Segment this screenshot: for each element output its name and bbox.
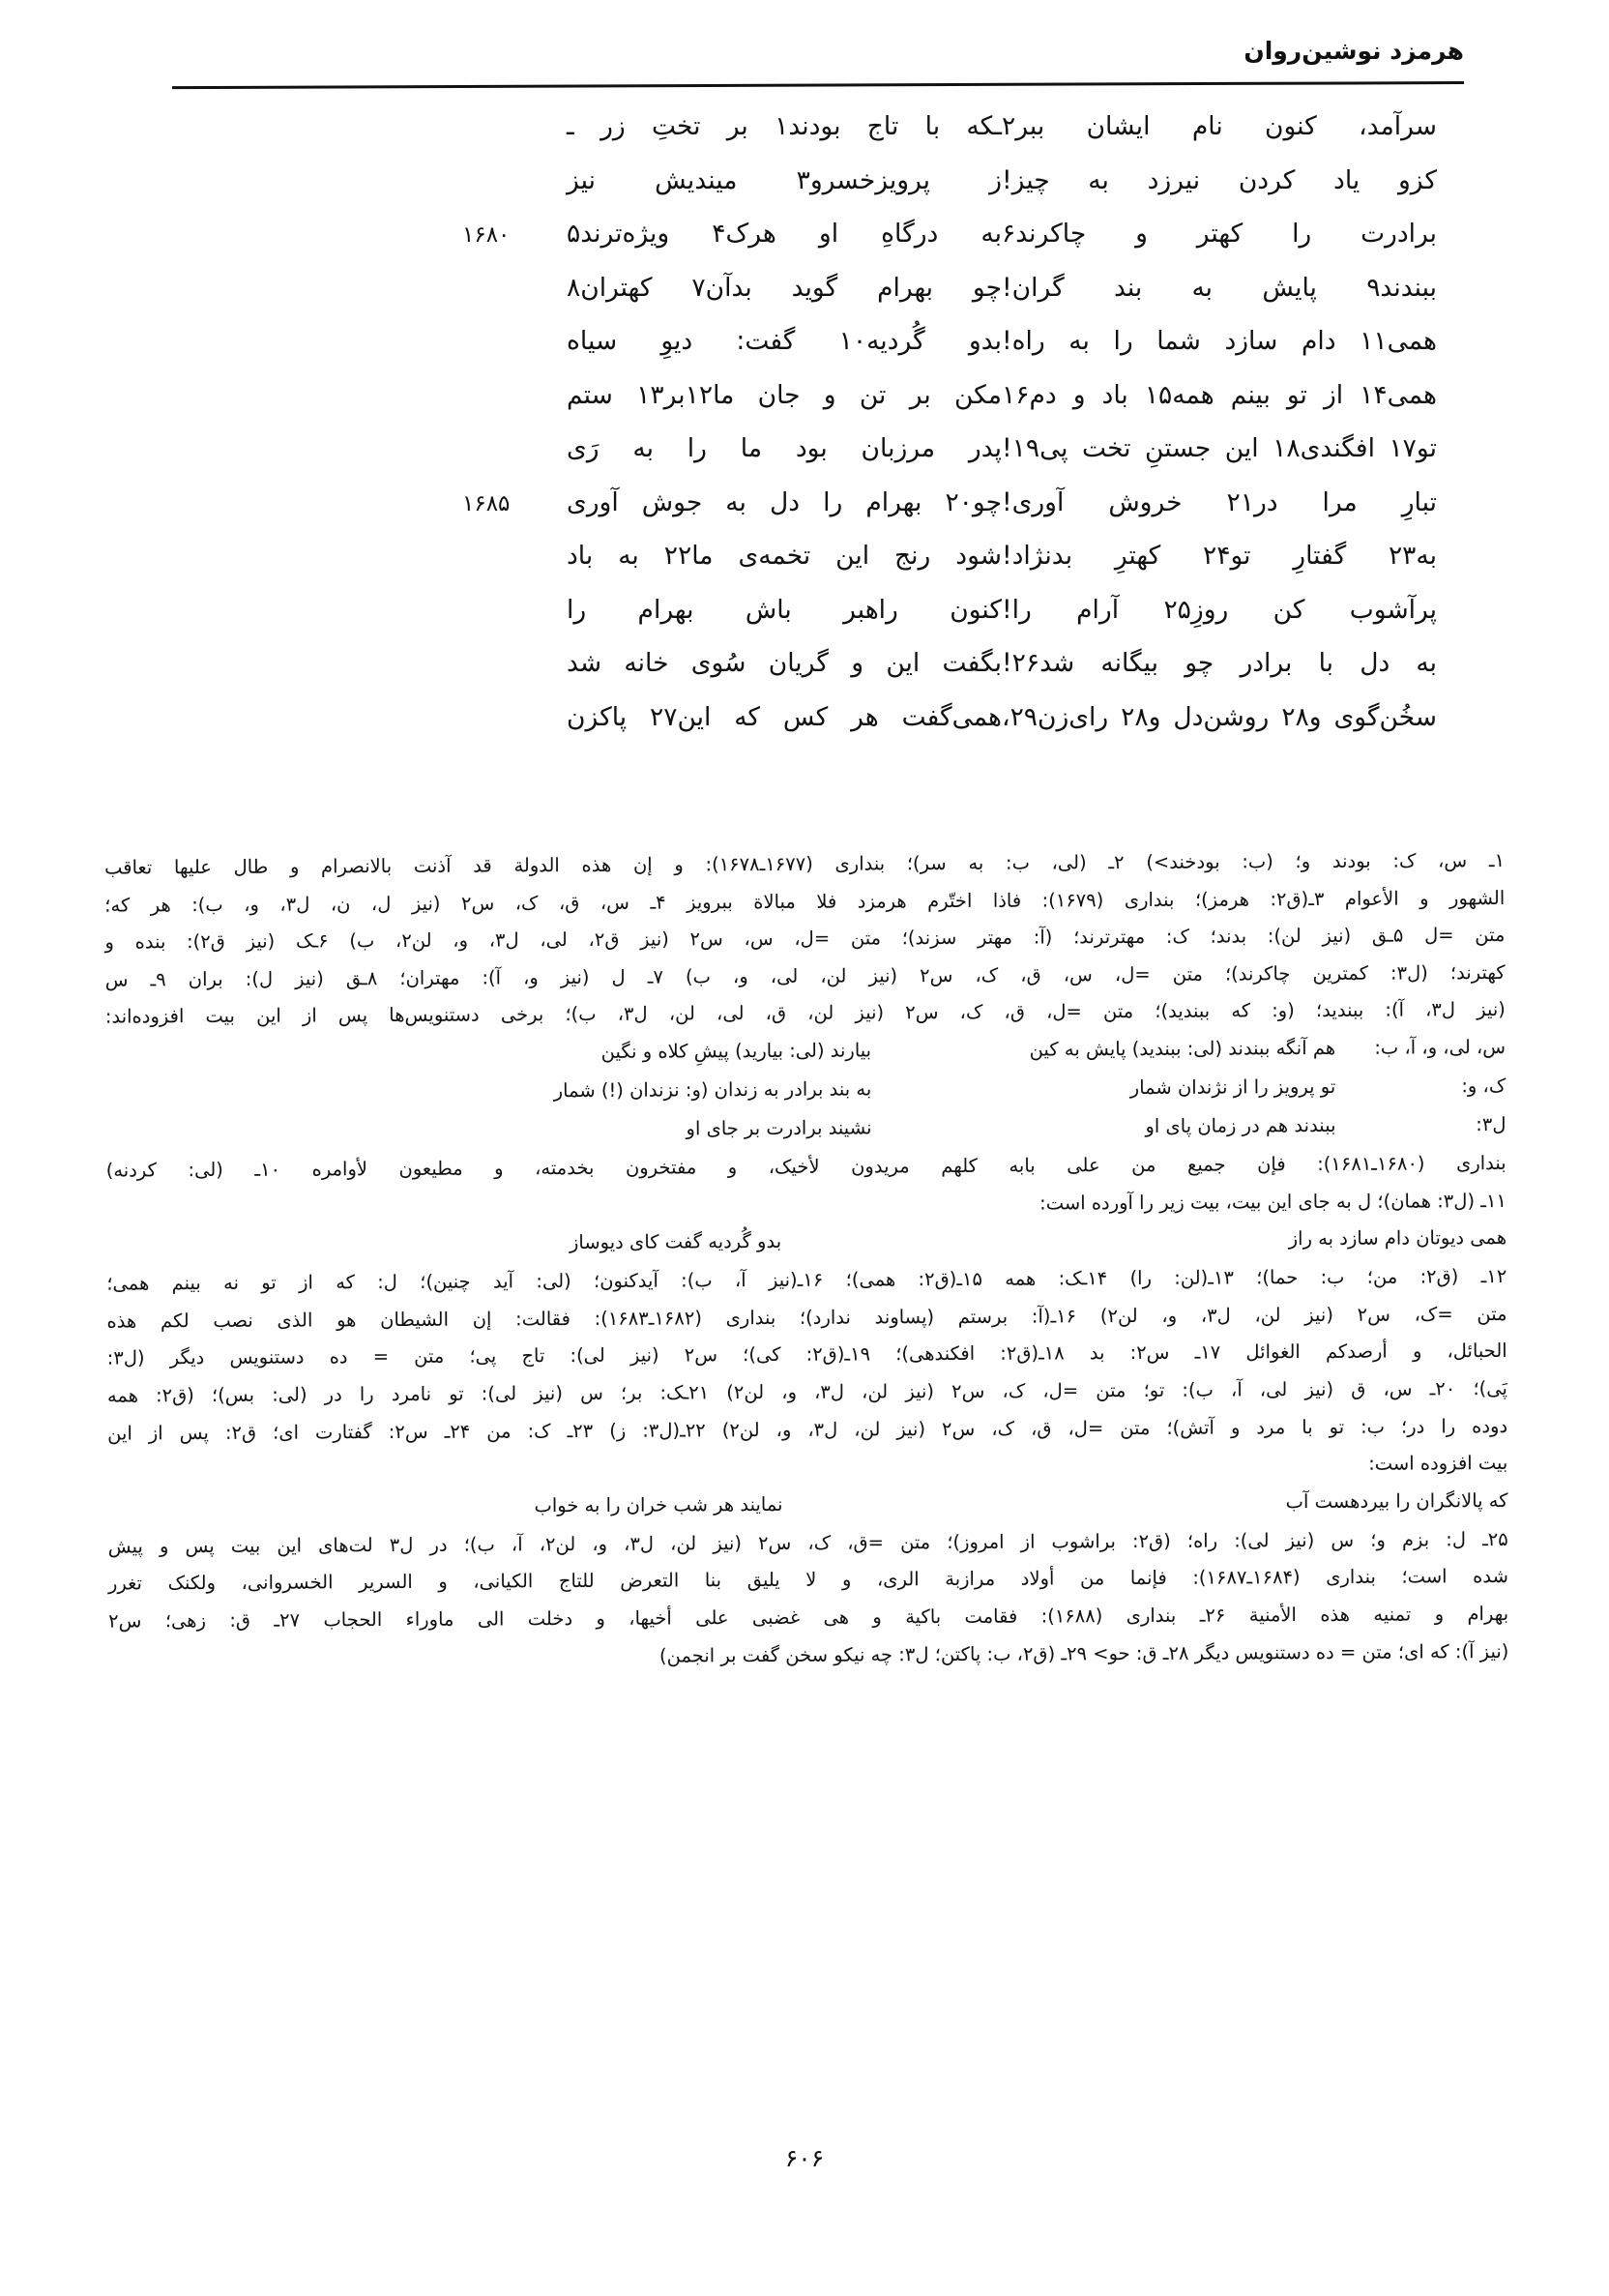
variant-sigla: ل۳: [1476, 1112, 1507, 1136]
page-number: ۶۰۶ [784, 2144, 825, 2172]
verse-line [145, 326, 1464, 383]
hemistich-first: پدر مرزبان بود ما را به رَی [567, 433, 1002, 463]
verse-line [145, 541, 1464, 598]
hemistich-first: چو بهرام گوید بدآن۷ کهتران۸ [567, 272, 1002, 303]
verse-line [145, 433, 1464, 490]
apparatus-line: ۱ـ س، ک: بودند و؛ (ب: بودخند>) ۲ـ (لی، ب: به سر)؛ بنداری (۱۶۷۷ـ۱۶۷۸): و إن هذه الدولة قد آذنت بالانصرام و طال علیها تعاقب [104, 848, 1506, 879]
apparatus-line: ۱۱ـ (ل۳: همان)؛ ل به جای این بیت، بیت زیر را آورده است: [1039, 1189, 1507, 1215]
apparatus-line: الحبائل، و أرصدکم الغوائل ۱۷ـ س۲: بد ۱۸ـ(ق۲: افکندهی)؛ ۱۹ـ(ق۲: کی)؛ س۲ (نیز لی): تاج پی؛ متن = ده دستنویس دیگر (ل۳: [106, 1339, 1507, 1369]
apparatus-line: دوده را در؛ ب: تو با مرد و آتش)؛ متن =ل، ق، ک، س۲ (نیز لن، ل۳، و، لن۲) ۲۲ـ(ل۳: ز) ۲۳ـ ک: من ۲۴ـ س۲: گفتارت ای؛ ق۲: پس از این [107, 1414, 1508, 1445]
verse-line-number: ۱۶۸۵ [462, 490, 511, 516]
hemistich-second: سرآمد، کنون نام ایشان ببر۲ [1002, 111, 1437, 141]
hemistich-second: به۲۳ گفتارِ تو۲۴ کهترِ بدنژاد! [1002, 541, 1437, 571]
hemistich-first: مکن بر تن و جان ما۱۲بر۱۳ ستم [567, 379, 1002, 410]
apparatus-line: الشهور و الأعوام ۳ـ(ق۲: هرمز)؛ بنداری (۱۶۷۹): فاذا اختّرم هرمزد فلا مبالاة ببرویز ۴ـ س، ق، ک، س۲ (نیز ل، ن، ل۳، و، ب): هر که؛ [104, 886, 1506, 917]
variant-hemistich-second: نشیند برادرت بر جای او [686, 1116, 872, 1140]
variant-hemistich-first: ببندند هم در زمان پای او [1145, 1113, 1336, 1137]
apparatus-line: بهرام و تمنیه هذه الأمنیة ۲۶ـ بنداری (۱۶۸۸): فقامت باکیة و هی غضبی علی أخیها، و دخلت الی ماوراء الحجاب ۲۷ـ ق: زهی؛ س۲ [108, 1602, 1509, 1633]
hemistich-second: تبارِ مرا در۲۱ خروش آوری! [1002, 486, 1437, 517]
variant-hemistich-second: که پالانگران را بیردهست آب [1285, 1488, 1508, 1513]
hemistich-first: ـکه با تاج بودند۱ بر تختِ زر ـ [567, 111, 1002, 141]
hemistich-second: ببندند۹ پایش به بند گران! [1002, 272, 1437, 303]
hemistich-first: بدو گُردیه۱۰ گفت: دیوِ سیاه [567, 326, 1002, 356]
verse-line [145, 486, 1464, 545]
verse-line [145, 594, 1464, 652]
verse-line [145, 164, 1464, 222]
apparatus-line: ۲۵ـ ل: بزم و؛ س (نیز لی): راه؛ (ق۲: براشوب از امروز)؛ متن =ق، ک، س۲ (نیز لن، ل۳، و، لن۲، آ، ب)؛ در ل۳ لت‌های این بیت پس و پیش [107, 1527, 1508, 1558]
verse-line [145, 111, 1464, 168]
apparatus-line: (نیز آ): که ای؛ متن = ده دستنویس دیگر ۲۸ـ ق: حو> ۲۹ـ (ق۲، ب: پاکتن؛ ل۳: چه نیکو سخن گفت بر انجمن) [658, 1639, 1509, 1667]
verse-line [145, 221, 1464, 276]
verse-line-number: ۱۶۸۰ [462, 222, 511, 248]
running-header: هرمزد نوشین‌روان [1243, 37, 1464, 65]
hemistich-second: به دل با برادر چو بیگانه شد۲۶! [1002, 648, 1437, 678]
verse-line [145, 701, 1464, 759]
variant-hemistich-second: بیارند (لی: بیارید) پیشِ کلاه و نگین [600, 1039, 872, 1063]
apparatus-line: متن =ک، س۲ (نیز لن، ل۳، و، لن۲) ۱۶ـ(آ: برستم (پساوند ندارد)؛ بنداری (۱۶۸۲ـ۱۶۸۳): فقالت: إن الشیطان هو الذی نصب لکم هذه [106, 1302, 1507, 1333]
critical-apparatus [104, 848, 1509, 1687]
hemistich-second: پرآشوب کن روزِ۲۵ آرام را! [1002, 594, 1438, 625]
verse-line [145, 648, 1464, 705]
apparatus-line: کهترند؛ (ل۳: کمترین چاکرند)؛ متن =ل، س، ق، ک، س۲ (نیز لن، لی، و، ب) ۷ـ ل (نیز و، آ): مهتران؛ ۸ـق (نیز ل): بران ۹ـ س [104, 960, 1506, 991]
header-rule [172, 81, 1464, 89]
variant-hemistich-first: تو پرویز را از نژندان شمار [1129, 1074, 1336, 1099]
apparatus-line: شده است؛ بنداری (۱۶۸۴ـ۱۶۸۷): فإنما من أولاد مرازبة الری، و لا یلیق بنا التعرض للتاج الکیانی، و السریر الخسروانی، ولکنک تغرر [107, 1565, 1508, 1595]
variant-hemistich-first: هم آنگه ببندند (لی: ببندید) پایش به کین [1029, 1036, 1336, 1061]
apparatus-line: (نیز ل۳، آ): ببندید؛ (و: که ببندید)؛ متن =ل، ق، ک، س۲ (نیز لن، ق، لی، لن، ل۳، ب)؛ برخی دستنویس‌ها پس از این بیت افزوده‌اند: [104, 998, 1506, 1028]
hemistich-second: همی۱۴ از تو بینم همه۱۵ باد و دم۱۶ [1002, 379, 1437, 410]
variant-sigla: ک، و: [1461, 1074, 1507, 1098]
apparatus-line: ۱۲ـ (ق۲: من؛ ب: حما)؛ ۱۳ـ(لن: را) ۱۴ـک: همه ۱۵ـ(ق۲: همی)؛ ۱۶ـ(نیز آ، ب): آیدکنون؛ (لی: آید چنین)؛ ل: که از تو نه بینم همی؛ [106, 1265, 1507, 1295]
apparatus-line: بیت افزوده است: [1368, 1452, 1508, 1475]
hemistich-first: کنون راهبر باش بهرام را [567, 594, 1002, 625]
variant-hemistich-first: نمایند هر شب خران را به خواب [534, 1492, 783, 1516]
apparatus-line: پَی)؛ ۲۰ـ س، ق (نیز لی، آ، ب): تو؛ متن =ل، ک، س۲ (نیز لن، ل۳، و، لن۲) ۲۱ـک: بر؛ س (نیز لی): تو نامرد را در (لی: بس)؛ (ق۲: همه [106, 1376, 1507, 1407]
hemistich-first: بگفت این و گریان سُوی خانه شد [567, 648, 1002, 678]
hemistich-first: همی‌گفت هر کس که این۲۷ پاکزن [567, 701, 1002, 732]
variant-hemistich-second: به بند برادر به زندان (و: نزندان (!) شمار [553, 1077, 872, 1103]
apparatus-line: متن =ل ۵ـق (نیز لن): بدند؛ ک: مهترترند؛ (آ: مهتر سزند)؛ متن =ل، س، س۲ (نیز ق۲، لی، ل۳، و، لن۲، ب) ۶ـک (نیز ق۲): بنده و [104, 924, 1506, 954]
hemistich-first: ز پرویزخسرو۳ میندیش نیز [567, 164, 1002, 195]
verse-line [145, 379, 1464, 437]
variant-hemistich-second: همی دیوتان دام سازد به راز [1288, 1226, 1507, 1251]
hemistich-second: تو۱۷ افگندی۱۸ این جستنِ تخت پی۱۹! [1002, 433, 1437, 463]
verse-block [145, 111, 1464, 758]
hemistich-second: سخُن‌گوی و۲۸ روشن‌دل و۲۸ رای‌زن۲۹، [1002, 701, 1437, 732]
apparatus-line: بنداری (۱۶۸۰ـ۱۶۸۱): فإن جمیع من علی بابه کلهم مریدون لأخیک، و مفتخرون بخدمته، و مطیعون لأوامره ۱۰ـ (لی: کردنه) [105, 1151, 1507, 1182]
hemistich-first: به درگاهِ او هرک۴ ویژه‌ترند۵ [567, 219, 1002, 249]
verse-line [145, 272, 1464, 330]
hemistich-second: کزو یاد کردن نیرزد به چیز! [1002, 164, 1437, 195]
hemistich-second: همی۱۱ دام سازد شما را به راه! [1002, 326, 1437, 356]
hemistich-second: برادرت را کهتر و چاکرند۶ [1002, 219, 1437, 249]
hemistich-first: شود رنج این تخمه‌ی ما۲۲ به باد [567, 541, 1002, 571]
variant-sigla: س، لی، و، آ، ب: [1374, 1035, 1507, 1059]
hemistich-first: چو۲۰ بهرام را دل به جوش آوری [567, 486, 1002, 517]
variant-hemistich-first: بدو گُردیه گفت کای دیوساز [569, 1230, 782, 1254]
